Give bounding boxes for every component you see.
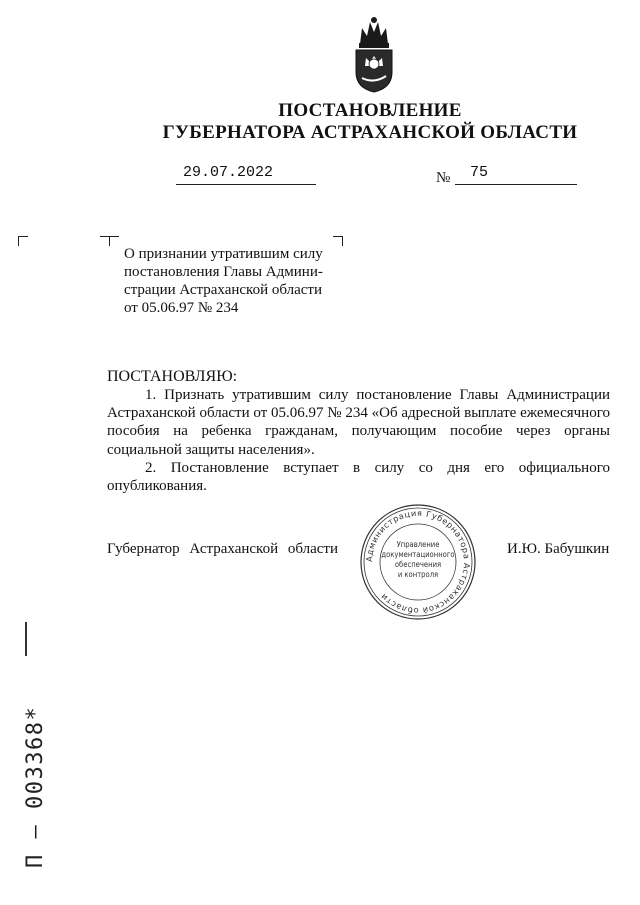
stamp-center-line: обеспечения [394, 560, 442, 569]
body-paragraph: 1. Признать утратившим силу постановление Главы Администрации Астраханской области от 05.06.97 № 234 «Об адресной выплате ежемесячного пособия на ребенка гражданам, получающим пособие через органы социальной защиты населения». [107, 387, 610, 458]
side-registration-mark [8, 690, 56, 870]
date-underline [176, 184, 316, 185]
corner-mark-subject-left-b [109, 236, 119, 246]
signatory-name: И.Ю. Бабушкин [507, 541, 610, 557]
subject-line: страции Астраханской области [124, 282, 322, 298]
document-date: 29.07.2022 [183, 164, 274, 181]
subject-line: от 05.06.97 № 234 [124, 300, 239, 316]
number-sign: № [436, 170, 451, 186]
body-paragraph: 2. Постановление вступает в силу со дня его официального опубликования. [107, 459, 610, 495]
document-title: ПОСТАНОВЛЕНИЕ [278, 100, 462, 121]
document-body [107, 386, 610, 495]
signatory-position: Губернатор Астраханской области [107, 541, 339, 557]
corner-mark-left [18, 236, 28, 246]
decree-heading: ПОСТАНОВЛЯЮ: [107, 368, 238, 385]
official-stamp [358, 502, 478, 622]
document-issuer: ГУБЕРНАТОРА АСТРАХАНСКОЙ ОБЛАСТИ [162, 122, 578, 143]
number-underline [455, 184, 577, 185]
subject-block [124, 245, 344, 317]
registration-number: П – 003368* [23, 705, 48, 868]
stamp-center-line: Управление [396, 540, 440, 549]
stamp-ring-text: Администрация Губернатора Астраханской области [363, 507, 473, 617]
stamp-center-line: и контроля [397, 570, 439, 579]
subject-line: постановления Главы Админи- [124, 264, 323, 280]
stamp-center-line: документационного [381, 550, 455, 559]
subject-line: О признании утратившим силу [124, 246, 323, 262]
margin-line [25, 622, 27, 656]
document-number: 75 [470, 164, 489, 181]
coat-of-arms-icon [350, 14, 398, 94]
